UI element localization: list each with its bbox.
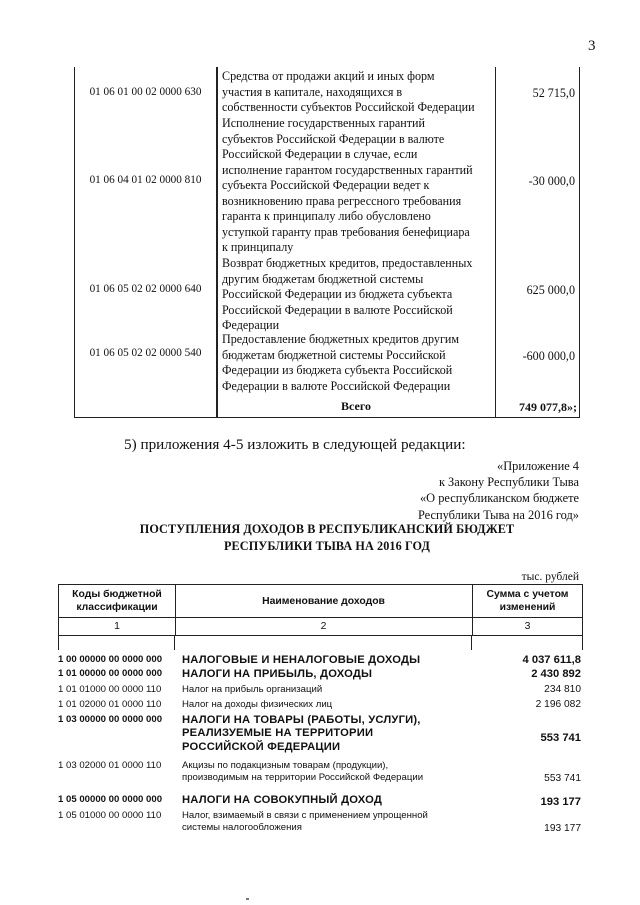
desc-line: Федерации из бюджета субъекта Российской <box>222 363 453 377</box>
column-number-2: 2 <box>320 621 327 632</box>
total-row <box>75 393 579 418</box>
row-name <box>182 810 482 835</box>
row-name <box>182 714 482 754</box>
column-number-3: 3 <box>524 621 531 632</box>
row-value: 553 741 <box>544 773 581 784</box>
row-name: Налог на доходы физических лиц <box>182 699 333 710</box>
scan-mark <box>246 898 249 900</box>
total-amount: 749 077,8»; <box>519 400 577 414</box>
row-code: 01 06 04 01 02 0000 810 <box>89 174 202 186</box>
header-name: Наименование доходов <box>262 596 385 607</box>
header-line: изменений <box>499 602 556 613</box>
desc-line: уступкой гаранту прав требования бенефициара <box>222 224 470 239</box>
header-line: классификации <box>76 602 158 613</box>
header-sum <box>472 588 583 614</box>
table-column-divider <box>495 67 496 417</box>
table-column-divider <box>582 635 583 650</box>
desc-line: Предоставление бюджетных кредитов другим <box>222 332 460 346</box>
column-number-1: 1 <box>114 621 120 632</box>
table-row-divider <box>59 617 582 618</box>
row-name: НАЛОГОВЫЕ И НЕНАЛОГОВЫЕ ДОХОДЫ <box>182 654 421 666</box>
row-name: Налог на прибыль организаций <box>182 684 323 695</box>
desc-line: участия в капитале, находящихся в <box>222 84 403 99</box>
desc-line: Возврат бюджетных кредитов, предоставленных <box>222 256 473 270</box>
row-code: 1 03 00000 00 0000 000 <box>58 714 163 725</box>
row-name: НАЛОГИ НА ПРИБЫЛЬ, ДОХОДЫ <box>182 668 373 680</box>
name-line: системы налогообложения <box>182 822 302 834</box>
appendix-line: «Приложение 4 <box>497 459 579 473</box>
desc-line: возникновению права регрессного требования <box>222 193 462 208</box>
header-codes <box>59 588 175 614</box>
desc-line: Федерации в валюте Российской Федерации <box>222 378 451 393</box>
name-line: Акцизы по подакцизным товарам (продукции), <box>182 760 389 771</box>
row-code: 1 03 02000 01 0000 110 <box>58 760 162 771</box>
desc-line: к принципалу <box>222 240 294 254</box>
desc-line: Российской Федерации из бюджета субъекта <box>222 287 453 301</box>
total-label: Всего <box>341 399 371 413</box>
desc-line: исполнение гарантом государственных гарантий <box>222 162 473 177</box>
row-code: 1 00 00000 00 0000 000 <box>58 654 163 665</box>
appendix-header <box>418 458 579 523</box>
desc-line: Средства от продажи акций и иных форм <box>222 69 435 83</box>
revenue-table-header <box>58 584 583 636</box>
appendix-line: к Закону Республики Тыва <box>438 475 579 490</box>
row-description <box>222 332 494 394</box>
document-title <box>74 521 580 555</box>
table-column-divider <box>217 67 218 417</box>
name-line: РЕАЛИЗУЕМЫЕ НА ТЕРРИТОРИИ <box>182 727 374 740</box>
header-line: Сумма с учетом <box>486 589 569 600</box>
row-description <box>222 256 494 334</box>
appendix-line: Республики Тыва на 2016 год» <box>417 507 579 522</box>
row-value: 193 177 <box>544 823 581 834</box>
row-code: 1 05 00000 00 0000 000 <box>58 794 163 805</box>
row-value: 553 741 <box>540 732 581 744</box>
row-code: 01 06 01 00 02 0000 630 <box>89 86 202 98</box>
name-line: производимым на территории Российской Федерации <box>182 772 424 784</box>
table-column-divider <box>58 635 59 650</box>
row-code: 1 05 01000 00 0000 110 <box>58 810 162 821</box>
row-value: 193 177 <box>540 796 581 808</box>
name-line: РОССИЙСКОЙ ФЕДЕРАЦИИ <box>182 740 341 753</box>
table-column-divider <box>471 635 472 650</box>
row-value: 2 196 082 <box>535 699 581 710</box>
desc-line: субъектов Российской Федерации в валюте <box>222 131 445 146</box>
desc-line: гаранта к принципалу либо обусловлено <box>222 209 431 223</box>
row-code: 01 06 05 02 02 0000 540 <box>89 347 202 359</box>
title-line: ПОСТУПЛЕНИЯ ДОХОДОВ В РЕСПУБЛИКАНСКИЙ БЮДЖЕТ <box>139 522 515 536</box>
row-name: НАЛОГИ НА СОВОКУПНЫЙ ДОХОД <box>182 794 383 806</box>
row-amount: -30 000,0 <box>528 174 575 188</box>
header-line: Коды бюджетной <box>72 589 162 600</box>
desc-line: Российской Федерации в валюте Российской <box>222 302 453 317</box>
appendix-line: «О республиканском бюджете <box>419 491 579 506</box>
row-value: 4 037 611,8 <box>522 654 581 666</box>
row-description <box>222 116 494 256</box>
row-value: 234 810 <box>544 684 581 695</box>
row-code: 01 06 05 02 02 0000 640 <box>89 283 202 295</box>
desc-line: бюджетам бюджетной системы Российской <box>222 347 446 362</box>
row-amount: 625 000,0 <box>526 283 575 297</box>
row-amount: -600 000,0 <box>522 349 575 363</box>
amendment-text: 5) приложения 4-5 изложить в следующей редакции: <box>124 436 466 453</box>
row-code: 1 01 02000 01 0000 110 <box>58 699 162 710</box>
row-description <box>222 69 494 116</box>
desc-line: Исполнение государственных гарантий <box>222 116 425 130</box>
desc-line: субъекта Российской Федерации ведет к <box>222 178 430 192</box>
name-line: Налог, взимаемый в связи с применением упрощенной <box>182 810 428 821</box>
desc-line: Федерации <box>222 318 280 332</box>
title-line: РЕСПУБЛИКИ ТЫВА НА 2016 ГОД <box>224 539 430 553</box>
units-label: тыс. рублей <box>521 571 579 583</box>
table-column-divider <box>174 635 175 650</box>
row-code: 1 01 01000 00 0000 110 <box>58 684 162 695</box>
row-value: 2 430 892 <box>531 668 581 680</box>
name-line: НАЛОГИ НА ТОВАРЫ (РАБОТЫ, УСЛУГИ), <box>182 714 421 726</box>
desc-line: Российской Федерации в случае, если <box>222 147 418 161</box>
row-amount: 52 715,0 <box>532 86 575 100</box>
row-code: 1 01 00000 00 0000 000 <box>58 668 163 679</box>
sources-financing-table <box>74 67 580 418</box>
desc-line: собственности субъектов Российской Федерации <box>222 100 475 114</box>
desc-line: другим бюджетам бюджетной системы <box>222 271 424 286</box>
row-name <box>182 760 482 785</box>
page-number: 3 <box>588 38 596 54</box>
